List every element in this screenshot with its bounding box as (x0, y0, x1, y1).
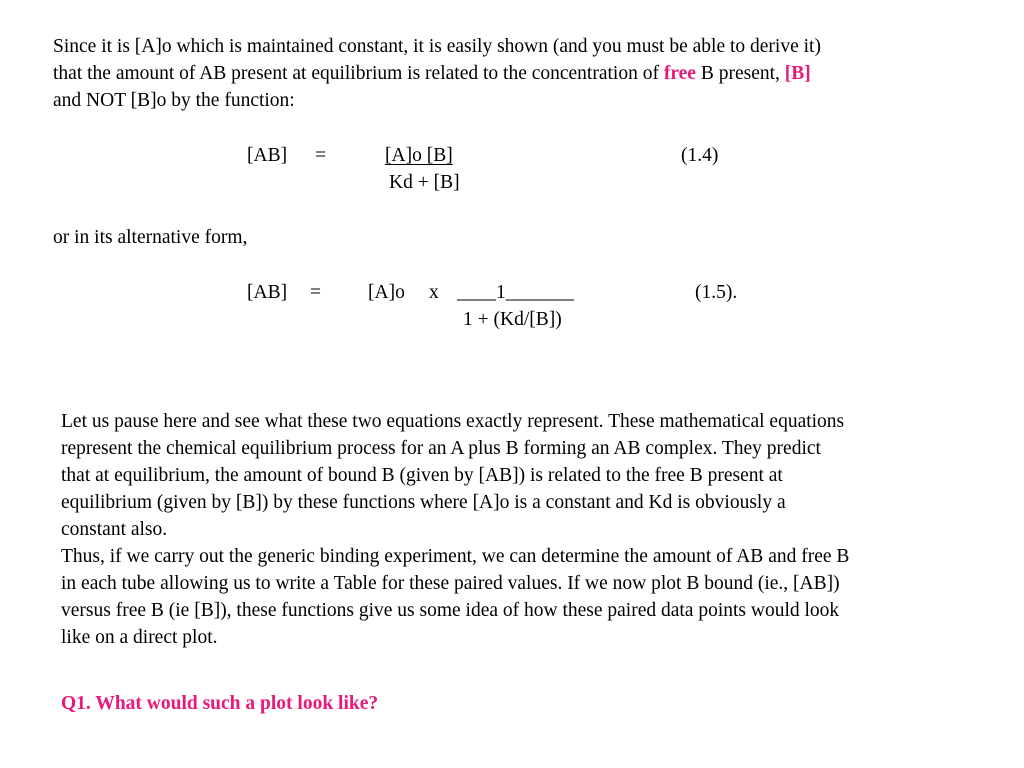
intro-line-2-mid: B present, (695, 63, 785, 84)
eq15-number: (1.5). (695, 282, 738, 303)
free-highlight: free (663, 63, 696, 84)
alt-form-text: or in its alternative form, (53, 227, 248, 248)
eq14-denominator: Kd + [B] (389, 172, 460, 193)
discussion-line: versus free B (ie [B]), these functions give us some idea of how these paired data points would look (61, 600, 840, 621)
eq14-lhs: [AB] (247, 145, 288, 166)
eq15-lhs: [AB] (247, 282, 288, 303)
eq14-number: (1.4) (681, 145, 719, 166)
discussion-line: Thus, if we carry out the generic binding experiment, we can determine the amount of AB and free B (61, 546, 850, 567)
discussion-line: represent the chemical equilibrium process for an A plus B forming an AB complex. They predict (61, 438, 821, 459)
eq15-equals: = (310, 282, 321, 303)
eq15-denominator: 1 + (Kd/[B]) (463, 309, 562, 330)
discussion-line: that at equilibrium, the amount of bound B (given by [AB]) is related to the free B present at (61, 465, 783, 486)
discussion-line: Let us pause here and see what these two equations exactly represent. These mathematical equations (61, 411, 845, 432)
eq15-numerator: ____1_______ (457, 282, 574, 303)
intro-line-1: Since it is [A]o which is maintained constant, it is easily shown (and you must be able to derive it) (53, 36, 821, 57)
eq14-equals: = (315, 145, 326, 166)
discussion-line: constant also. (61, 519, 168, 540)
discussion-line: equilibrium (given by [B]) by these functions where [A]o is a constant and Kd is obviously a (61, 492, 786, 513)
intro-line-2-text: that the amount of AB present at equilibrium is related to the concentration of (53, 63, 664, 84)
discussion-line: in each tube allowing us to write a Table for these paired values. If we now plot B bound (ie., [AB]) (61, 573, 840, 594)
question-q1: Q1. What would such a plot look like? (61, 693, 379, 714)
eq14-numerator: [A]o [B] (385, 145, 453, 166)
eq15-times: x (429, 282, 439, 303)
discussion-line: like on a direct plot. (61, 627, 218, 648)
b-highlight: [B] (784, 63, 811, 84)
intro-line-3: and NOT [B]o by the function: (53, 90, 295, 111)
eq15-factor: [A]o (368, 282, 405, 303)
intro-line-2 (53, 60, 811, 87)
